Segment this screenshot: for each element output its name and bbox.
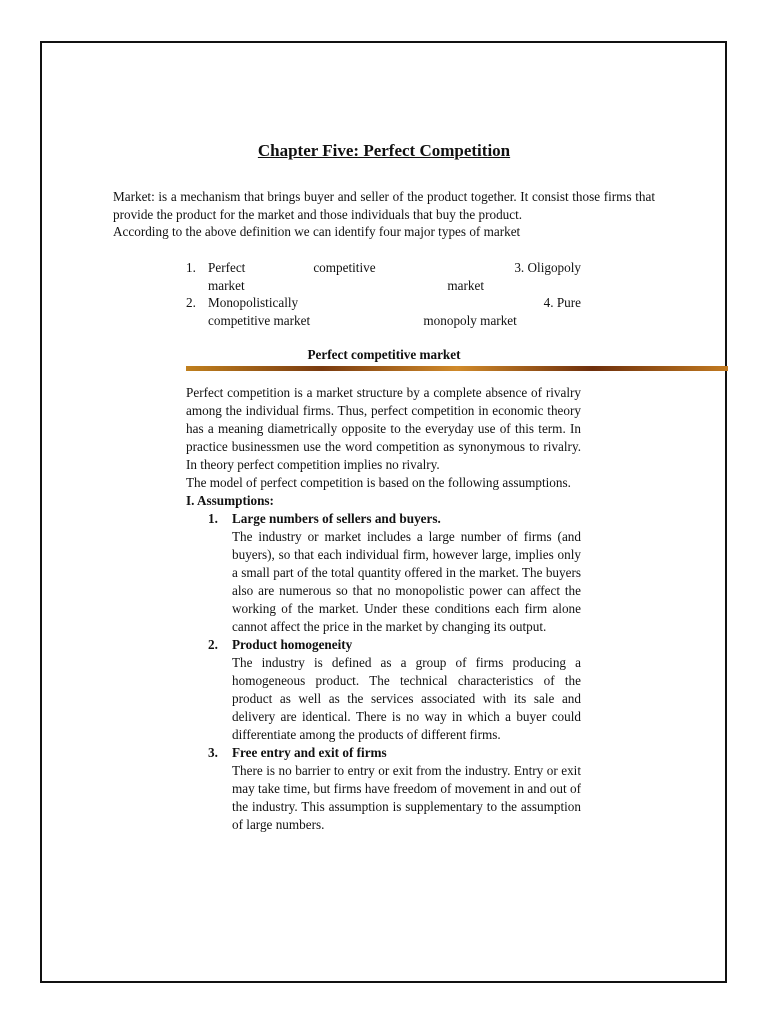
assumption-item — [208, 510, 581, 636]
market-type-label-cont: market — [208, 277, 245, 293]
market-type-label: Perfect competitive — [208, 260, 376, 275]
market-type-label: Pure — [556, 295, 581, 310]
market-type-label-cont: competitive market — [208, 312, 311, 328]
market-types-row — [186, 259, 581, 294]
market-type-label-cont: market — [447, 277, 485, 293]
assumption-text: The industry or market includes a large number of firms (and buyers), so that each individual firm, however large, implies only a small part of the total quantity offered in the market. The buyers also are numerous so that no monopolistic power can affect the working of the market. Under these conditions each firm alone cannot affect the price in the market by changing its output. — [232, 529, 581, 634]
section-body — [186, 384, 581, 834]
market-type-number: 1. — [186, 260, 196, 275]
market-definition: Market: is a mechanism that brings buyer and seller of the product together. It consist those firms that provide the product for the market and those individuals that buy the product. — [113, 189, 655, 222]
assumption-number: 2. — [208, 637, 218, 652]
section-heading: Perfect competitive market — [307, 347, 461, 362]
market-type-item — [391, 259, 581, 294]
market-type-item — [186, 294, 376, 329]
market-type-item — [391, 294, 581, 329]
assumption-number: 1. — [208, 511, 218, 526]
intro-block — [113, 188, 655, 241]
market-type-label-cont: monopoly market — [423, 312, 517, 328]
market-type-number: 3. — [514, 260, 525, 275]
chapter-title: Chapter Five: Perfect Competition — [257, 141, 511, 160]
assumption-item — [208, 744, 581, 834]
market-types-list — [186, 259, 581, 329]
assumption-number: 3. — [208, 745, 218, 760]
market-type-label: Monopolistically — [208, 295, 299, 310]
market-type-item — [186, 259, 376, 294]
assumption-text: The industry is defined as a group of firms producing a homogeneous product. The technical characteristics of the product as well as the services associated with its sale and delivery are identical. There is no way in which a buyer could differentiate among the products of different firms. — [232, 655, 581, 742]
perfect-competition-paragraph: Perfect competition is a market structure by a complete absence of rivalry among the individual firms. Thus, perfect competition in economic theory has a meaning diametrically opposite to the everyday use of this term. In practice businessmen use the word competition as synonymous to rivalry. In theory perfect competition implies no rivalry. — [186, 385, 581, 472]
assumption-heading: Large numbers of sellers and buyers. — [232, 511, 441, 526]
assumption-heading: Free entry and exit of firms — [232, 745, 387, 760]
assumption-text: There is no barrier to entry or exit from the industry. Entry or exit may take time, but firms have freedom of movement in and out of the industry. This assumption is supplementary to the assumption of large numbers. — [232, 763, 581, 832]
market-type-number: 4. — [543, 295, 554, 310]
market-type-label: Oligopoly — [527, 260, 581, 275]
assumption-item — [208, 636, 581, 744]
section-divider — [186, 366, 728, 371]
market-type-number: 2. — [186, 295, 196, 310]
assumptions-heading: I. Assumptions: — [186, 493, 274, 508]
model-paragraph: The model of perfect competition is based on the following assumptions. — [186, 475, 571, 490]
market-types-intro: According to the above definition we can identify four major types of market — [113, 224, 521, 239]
assumption-heading: Product homogeneity — [232, 637, 353, 652]
market-types-row — [186, 294, 581, 329]
